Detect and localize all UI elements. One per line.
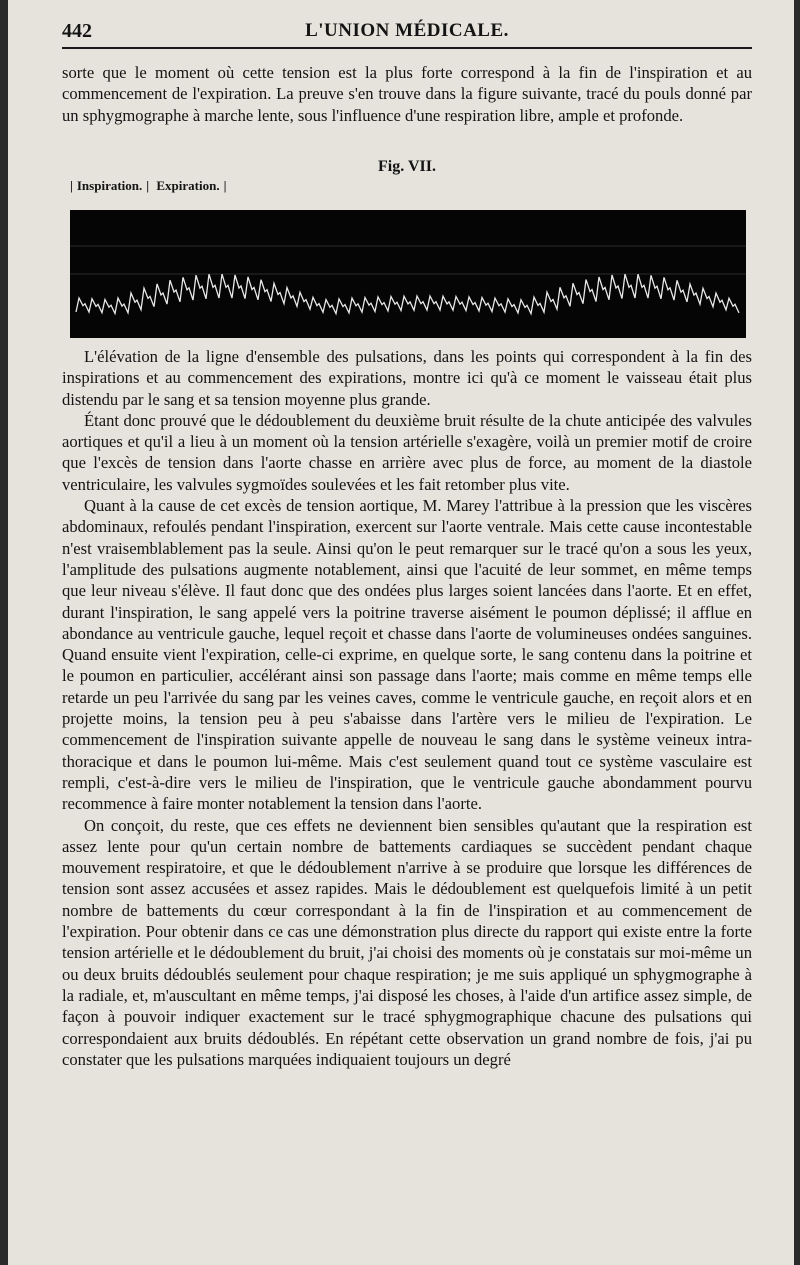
- scanned-page: [8, 0, 794, 1265]
- intro-text-block: [62, 62, 752, 126]
- figure-labels: | Inspiration. | Expiration. |: [70, 178, 227, 193]
- page-header: [62, 20, 752, 46]
- paragraph-4: On conçoit, du reste, que ces effets ne deviennent bien sensibles qu'autant que la respiration est assez lente pour qu'un certain nombre de battements cardiaques se succèdent pendant chaque mouvement respiratoire, et que le dédoublement n'arrive à se produire que lorsque les différences de tension sont assez accusées et assez rapides. Mais le dédoublement est quelquefois limité à un petit nombre de battements du cœur correspondant à la fin de l'inspiration et au commencement de l'expiration. Pour obtenir dans ce cas une démonstration plus directe du rapport qui existe entre la forte tension artérielle et le dédoublement du bruit, j'ai choisi des moments où je constatais sur moi-même un ou deux bruits dédoublés seulement pour chaque respiration; je me suis appliqué un sphygmographe à la radiale, et, m'auscultant en même temps, j'ai disposé les choses, à l'aide d'un artifice assez simple, de façon à pouvoir indiquer exactement sur le tracé sphygmographique chacune des pulsations qui correspondaient aux bruits dédoublés. En répétant cette observation un grand nombre de fois, j'ai pu constater que les pulsations marquées indiquaient toujours un degré: [62, 815, 752, 1069]
- paragraph-intro: sorte que le moment où cette tension est la plus forte correspond à la fin de l'inspiration et au commencement de l'expiration. La preuve s'en trouve dans la figure suivante, tracé du pouls donné par un sphygmographe à marche lente, sous l'influence d'une respiration libre, ample et profonde.: [62, 63, 752, 125]
- paragraph-2: Étant donc prouvé que le dédoublement du deuxième bruit résulte de la chute anticipée des valvules aortiques et qu'il a lieu à un moment où la tension artérielle s'exagère, voilà un premier motif de croire que l'excès de tension dans l'aorte chasse en arrière avec plus de force, au moment de la diastole ventriculaire, les valvules sygmoïdes soulevées et les fait retomber plus vite.: [62, 410, 752, 494]
- paragraph-3: Quant à la cause de cet excès de tension aortique, M. Marey l'attribue à la pression que les viscères abdominaux, refoulés pendant l'inspiration, exercent sur l'aorte ventrale. Mais cette cause incontestable n'est vraisemblablement pas la seule. Ainsi qu'on le peut remarquer sur le tracé qu'on a sous les yeux, l'amplitude des pulsations augmente notablement, ainsi que l'acuité de leur sommet, en même temps que leur niveau s'élève. Il faut donc que des ondées plus larges soient lancées dans l'aorte. Et en effet, durant l'inspiration, le sang appelé vers la poitrine traverse aisément le poumon déplissé; il afflue en abondance au ventricule gauche, lequel reçoit et chasse dans l'aorte de volumineuses ondées sanguines. Quand ensuite vient l'expiration, celle-ci exprime, en quelque sorte, le sang contenu dans la poitrine et le poumon en particulier, accélérant ainsi son passage dans l'aorte; mais comme en même temps elle retarde un peu l'arrivée du sang par les veines caves, comme le ventricule gauche, en reçoit alors et en projette moins, la tension peu à peu s'abaisse dans l'artère vers le milieu de l'expiration. Le commencement de l'inspiration suivante appelle de nouveau le sang dans le système veineux intra-thoracique et dans le poumon lui-même. Mais c'est seulement quand tout ce système vasculaire est rempli, c'est-à-dire vers le milieu de l'inspiration, que le ventricule gauche abondamment pourvu recommence à faire monter notablement la tension dans l'aorte.: [62, 496, 752, 814]
- body-text-block: [62, 346, 752, 1070]
- paragraph-1: L'élévation de la ligne d'ensemble des pulsations, dans les points qui correspondent à la fin des inspirations et au commencement des expirations, montre ici qu'à ce moment le vaisseau était plus distendu par le sang et sa tension moyenne plus grande.: [62, 347, 752, 409]
- trace-guide-lines: [70, 246, 746, 274]
- label-inspiration: Inspiration.: [76, 178, 143, 193]
- pulse-trace-graphic: [70, 210, 746, 338]
- pulse-wave: [76, 274, 739, 314]
- running-title: L'UNION MÉDICALE.: [305, 20, 509, 41]
- figure-title: Fig. VII.: [378, 158, 436, 175]
- header-rule: [62, 47, 752, 49]
- sphygmograph-trace: [70, 210, 746, 338]
- page-number: 442: [62, 20, 92, 42]
- label-expiration: Expiration.: [156, 178, 220, 193]
